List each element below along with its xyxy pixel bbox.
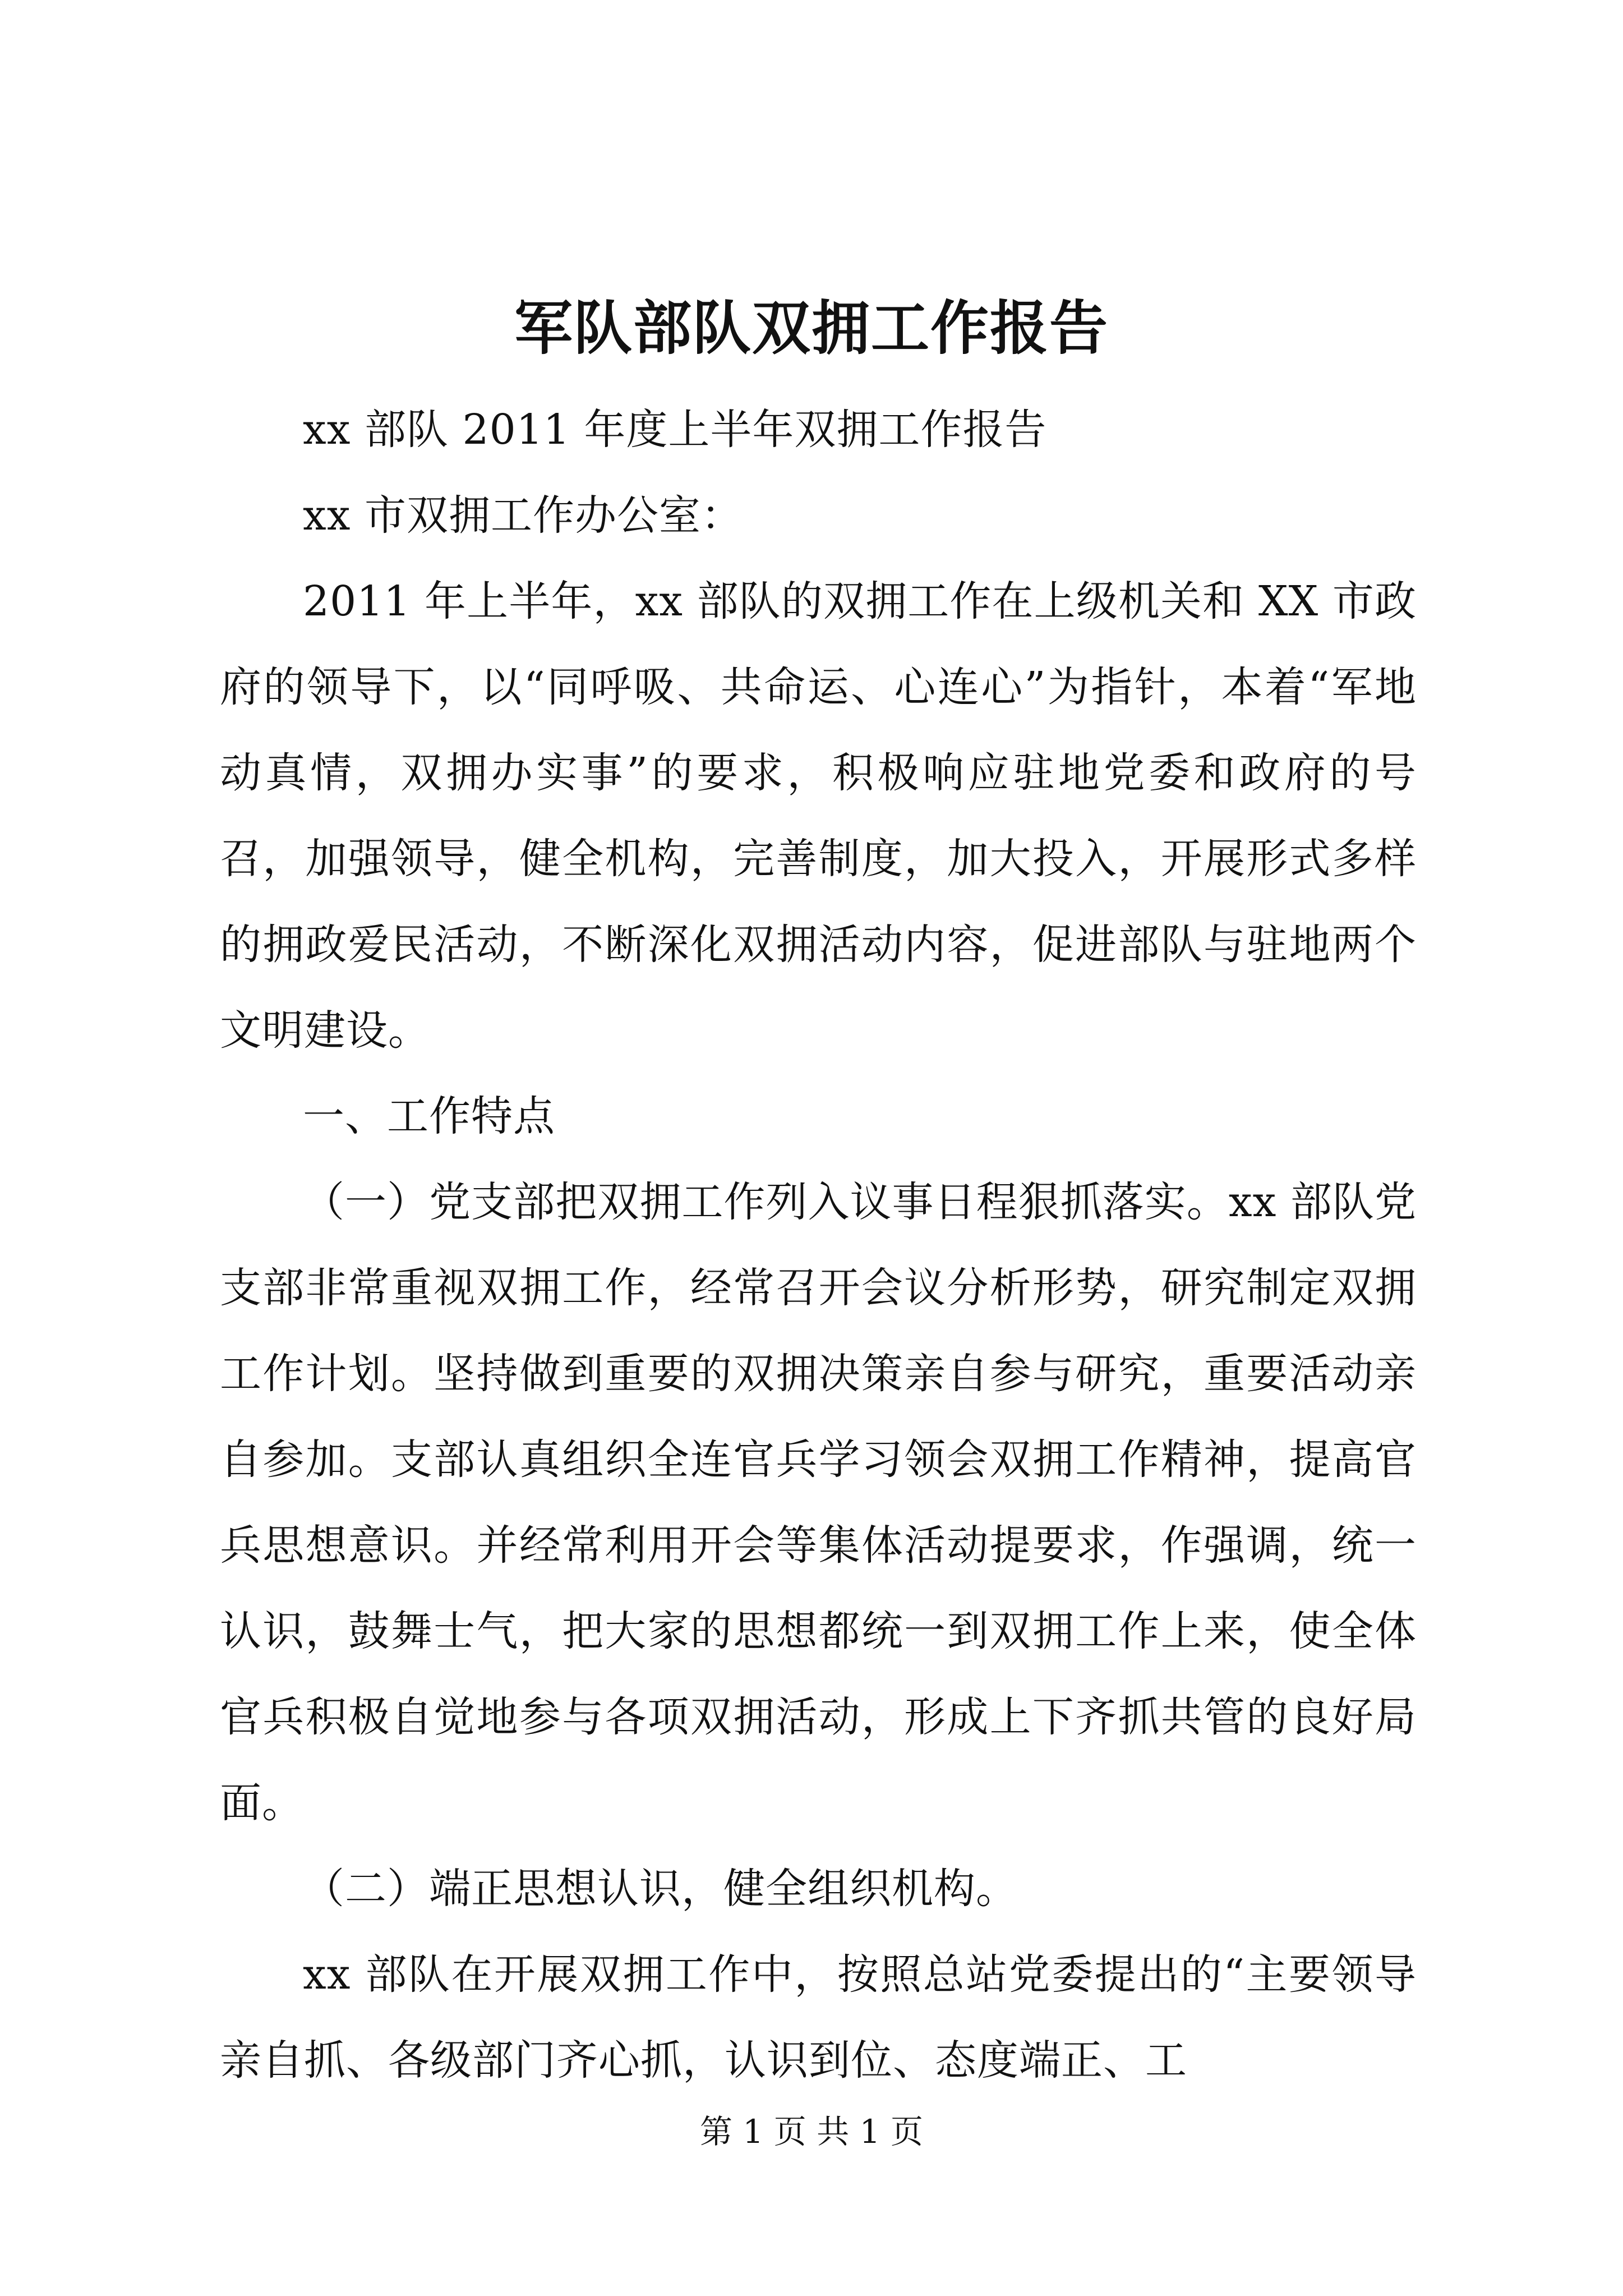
addressee-line: xx 市双拥工作办公室： — [303, 491, 743, 540]
document-title: 军队部队双拥工作报告 — [514, 293, 1109, 362]
report-subtitle: xx 部队 2011 年度上半年双拥工作报告 — [303, 406, 1047, 454]
section-heading: 一、工作特点 — [303, 1092, 555, 1140]
intro-paragraph: 2011 年上半年，xx 部队的双拥工作在上级机关和 XX 市政府的领导下，以“同呼吸、共命运、心连心”为指针，本着“军地动真情，双拥办实事”的要求，积极响应驻地党委和政府的号召，加强领导，健全机构，完善制度，加大投入，开展形式多样的拥政爱民活动，不断深化双拥活动内容，促进部队与驻地两个文明建设。 — [220, 577, 1417, 1055]
subsection-2-paragraph: xx 部队在开展双拥工作中，按照总站党委提出的“主要领导亲自抓、各级部门齐心抓，认识到位、态度端正、工 — [220, 1950, 1417, 2085]
document-body — [220, 387, 1417, 2104]
subsection-2-heading: （二）端正思想认识，健全组织机构。 — [303, 1865, 1018, 1913]
subsection-1-paragraph: （一）党支部把双拥工作列入议事日程狠抓落实。xx 部队党支部非常重视双拥工作，经常召开会议分析形势，研究制定双拥工作计划。坚持做到重要的双拥决策亲自参与研究，重要活动亲自参加。支部认真组织全连官兵学习领会双拥工作精神，提高官兵思想意识。并经常利用开会等集体活动提要求，作强调，统一认识，鼓舞士气，把大家的思想都统一到双拥工作上来，使全体官兵积极自觉地参与各项双拥活动，形成上下齐抓共管的良好局面。 — [220, 1178, 1417, 1827]
page-footer: 第 1 页 共 1 页 — [700, 2113, 923, 2151]
